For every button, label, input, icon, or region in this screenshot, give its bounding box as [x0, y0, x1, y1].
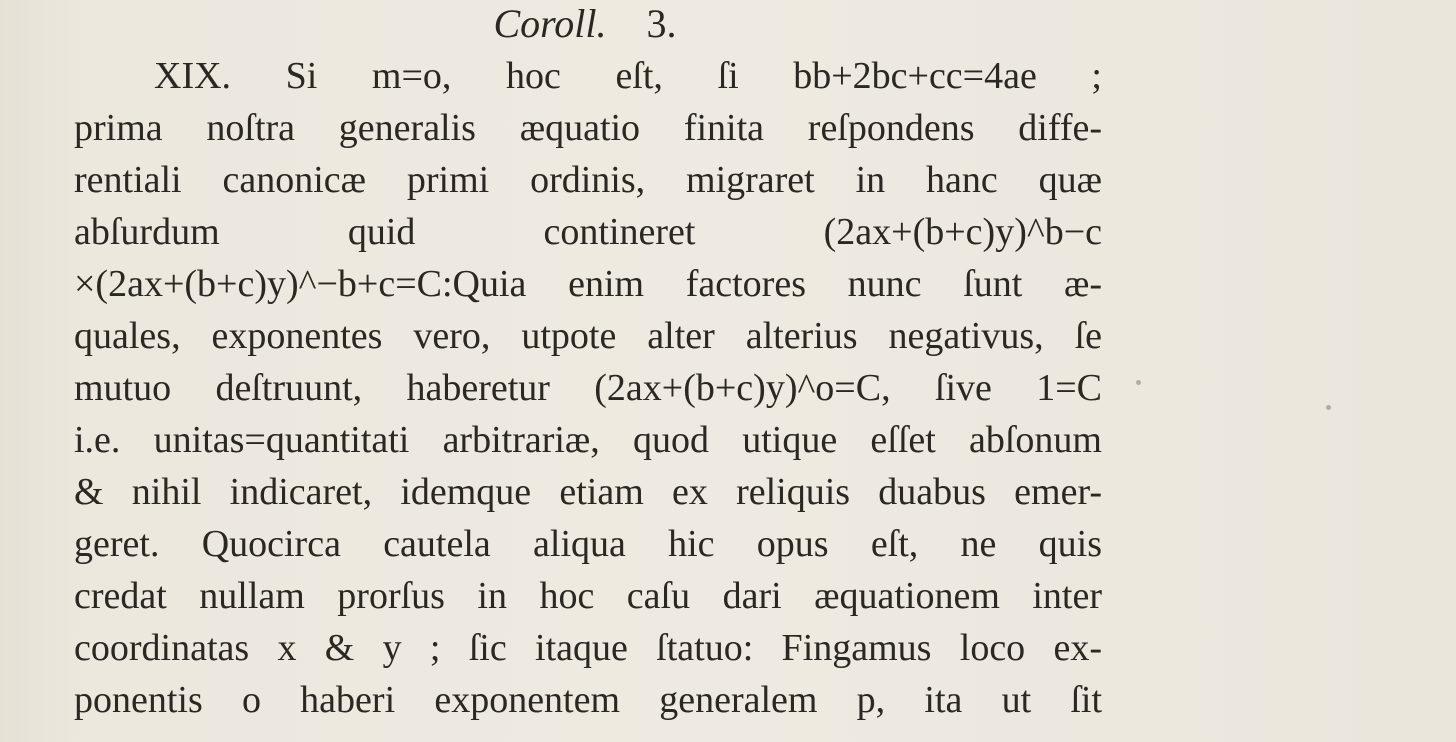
text-line: i.e. unitas=quantitati arbitrariæ, quod utique eſſet abſonum: [74, 419, 1102, 461]
paper-speck: [1136, 380, 1141, 385]
text-line: ×(2ax+(b+c)y)^−b+c=C:Quia enim factores nunc ſunt æ-: [74, 263, 1102, 305]
corollary-number: 3.: [646, 1, 677, 46]
text-line: & nihil indicaret, idemque etiam ex reliquis duabus emer-: [74, 471, 1102, 513]
text-line: coordinatas x & y ; ſic itaque ſtatuo: Fingamus loco ex-: [74, 627, 1102, 669]
text-line: rentiali canonicæ primi ordinis, migraret in hanc quæ: [74, 159, 1102, 201]
text-line: mutuo deſtruunt, haberetur (2ax+(b+c)y)^o=C, ſive 1=C: [74, 367, 1102, 409]
text-line: ponentis o haberi exponentem generalem p, ita ut ſit: [74, 679, 1102, 721]
text-line: credat nullam prorſus in hoc caſu dari æquationem inter: [74, 575, 1102, 617]
text-line: XIX. Si m=o, hoc eſt, ſi bb+2bc+cc=4ae ;: [154, 55, 1102, 97]
text-line: abſurdum quid contineret (2ax+(b+c)y)^b−c: [74, 211, 1102, 253]
paper-speck: [1326, 405, 1331, 410]
corollary-title: Coroll.: [493, 1, 607, 46]
text-line: geret. Quocirca cautela aliqua hic opus eſt, ne quis: [74, 523, 1102, 565]
text-line: quales, exponentes vero, utpote alter alterius negativus, ſe: [74, 315, 1102, 357]
corollary-heading: [0, 2, 1170, 46]
text-line: prima noſtra generalis æquatio finita reſpondens diffe-: [74, 107, 1102, 149]
